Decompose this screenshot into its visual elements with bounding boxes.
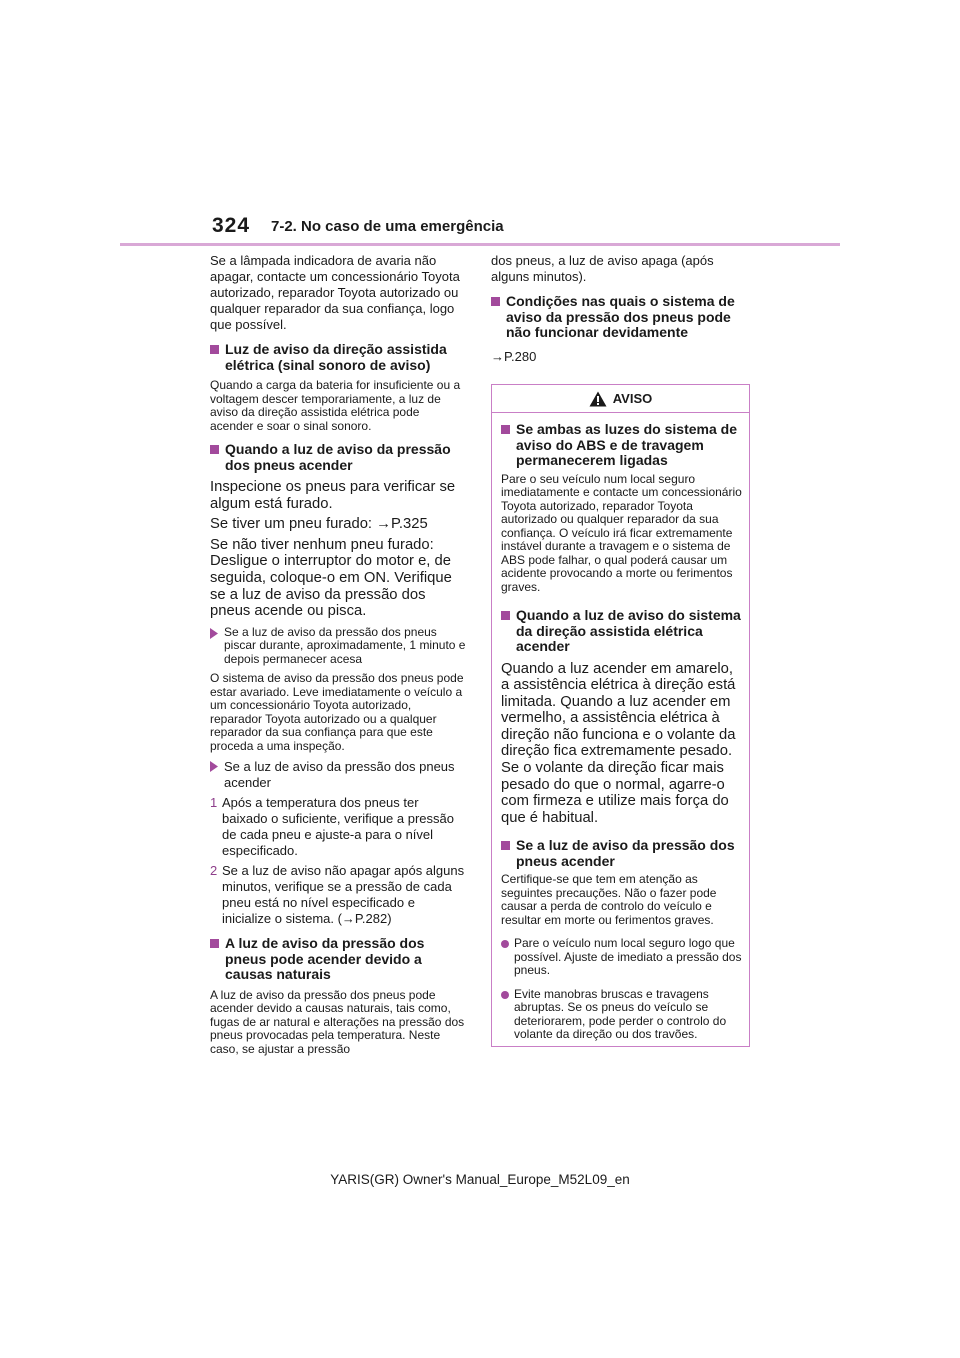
condition-blinking-text: Se a luz de aviso da pressão dos pneus piscar durante, aproximadamente, 1 minuto e depois permanecer acesa (224, 624, 466, 666)
heading-abs-brake (501, 422, 742, 469)
warning-box (491, 384, 750, 1047)
warning-triangle-icon (589, 391, 607, 407)
bullet-item (501, 988, 742, 1042)
right-column (491, 253, 750, 365)
heading-text: Se ambas as luzes do sistema de aviso do ABS e de travagem permanecerem ligadas (516, 421, 737, 468)
step-1 (210, 795, 466, 859)
tire-warning-body: Certifique-se que tem em atenção as seguintes precauções. Não o fazer pode causar a perda de controlo do veículo e resultar em morte ou ferimentos graves. (501, 872, 717, 927)
section-title: 7-2. No caso de uma emergência (271, 218, 504, 235)
heading-text: Luz de aviso da direção assistida elétrica (sinal sonoro de aviso) (225, 341, 447, 373)
step-2 (210, 863, 466, 927)
heading-tire-warning (501, 838, 742, 869)
natural-causes-body: A luz de aviso da pressão dos pneus pode acender devido a causas naturais, tais como, fugas de ar natural e alterações na pressão dos pneus provocadas pela temperatura. Neste caso, se ajustar a pressão (210, 987, 465, 1056)
eps-warning-body: Quando a carga da bateria for insuficiente ou a voltagem descer temporariamente, a luz de aviso da direção assistida elétrica pode acender e soar o sinal sonoro. (210, 378, 461, 433)
heading-text: Se a luz de aviso da pressão dos pneus acender (516, 837, 735, 869)
triangle-arrow-icon (210, 759, 224, 791)
square-bullet-icon (210, 345, 219, 354)
step-text: Após a temperatura dos pneus ter baixado o suficiente, verifique a pressão de cada pneu e ajuste-a para o nível especificado. (222, 795, 454, 859)
header-divider (120, 243, 840, 246)
step-number: 2 (210, 863, 218, 879)
inspect-tires-paragraph: Inspecione os pneus para verificar se algum está furado. (210, 479, 456, 512)
page-number: 324 (212, 214, 251, 237)
bullet-text: Evite manobras bruscas e travagens abruptas. Se os pneus do veículo se deteriorarem, pode perder o controlo do volante da direção ou dos travões. (514, 986, 727, 1042)
bullet-item (501, 937, 742, 978)
square-bullet-icon (210, 939, 219, 948)
heading-tire-pressure-on (210, 442, 466, 473)
page-reference: →P.280 (491, 348, 537, 364)
round-bullet-icon (501, 991, 509, 999)
heading-eps-warning (210, 342, 466, 373)
left-column (210, 253, 466, 1056)
warning-title: AVISO (612, 391, 653, 406)
heading-eps-lit (501, 608, 742, 655)
step-text: Se a luz de aviso não apagar após alguns minutos, verifique se a pressão de cada pneu está no nível especificado e inicialize o sistema. (→P.282) (222, 863, 465, 927)
square-bullet-icon (501, 611, 510, 620)
step-number: 1 (210, 795, 218, 811)
warning-header (492, 385, 749, 413)
condition-blinking (210, 626, 466, 667)
triangle-arrow-icon (210, 626, 224, 667)
condition-blinking-body: O sistema de aviso da pressão dos pneus pode estar avariado. Leve imediatamente o veículo a um concessionário Toyota autorizado, reparador Toyota autorizado ou a qualquer reparador da sua confiança para que este proceda a uma inspeção. (210, 671, 464, 753)
bullet-text: Pare o veículo num local seguro logo que possível. Ajuste de imediato a pressão dos pneus. (514, 936, 742, 978)
no-flat-tire-paragraph: Se não tiver nenhum pneu furado: Desligue o interruptor do motor e, de seguida, coloque-o em ON. Verifique se a luz de aviso da pressão dos pneus acende ou pisca. (210, 536, 452, 620)
round-bullet-icon (501, 940, 509, 948)
abs-brake-body: Pare o seu veículo num local seguro imediatamente e contacte um concessionário Toyota autorizado, reparador Toyota autorizado ou qualquer reparador da sua confiança. O veículo irá ficar extremamente instável durante a travagem e o sistema de ABS pode falhar, o qual poderá causar um acidente provocando a morte ou ferimentos graves. (501, 471, 742, 594)
condition-lit (210, 759, 466, 791)
condition-lit-text: Se a luz de aviso da pressão dos pneus acender (224, 759, 455, 791)
warning-body (492, 413, 749, 1042)
square-bullet-icon (501, 425, 510, 434)
continued-paragraph: dos pneus, a luz de aviso apaga (após alguns minutos). (491, 253, 714, 284)
heading-malfunction-conditions (491, 294, 750, 341)
heading-text: A luz de aviso da pressão dos pneus pode acender devido a causas naturais (225, 935, 425, 983)
footer-manual-id: YARIS(GR) Owner's Manual_Europe_M52L09_en (330, 1172, 630, 1187)
heading-text: Condições nas quais o sistema de aviso da pressão dos pneus pode não funcionar devidamente (506, 293, 735, 340)
intro-paragraph: Se a lâmpada indicadora de avaria não apagar, contacte um concessionário Toyota autorizado, reparador Toyota autorizado ou qualquer reparador da sua confiança, logo que possível. (210, 253, 460, 332)
eps-lit-body: Quando a luz acender em amarelo, a assistência elétrica à direção está limitada. Quando a luz acender em vermelho, a assistência elétrica à direção não funciona e o volante da direção fica extremamente pesado. Se o volante da direção ficar mais pesado do que o normal, agarre-o com firmeza e utilize mais força do que é habitual. (501, 660, 736, 826)
flat-tire-paragraph: Se tiver um pneu furado: →P.325 (210, 516, 428, 533)
square-bullet-icon (491, 297, 500, 306)
heading-natural-causes (210, 936, 466, 983)
square-bullet-icon (210, 445, 219, 454)
square-bullet-icon (501, 841, 510, 850)
heading-text: Quando a luz de aviso do sistema da direção assistida elétrica acender (516, 607, 741, 654)
heading-text: Quando a luz de aviso da pressão dos pneus acender (225, 441, 451, 473)
